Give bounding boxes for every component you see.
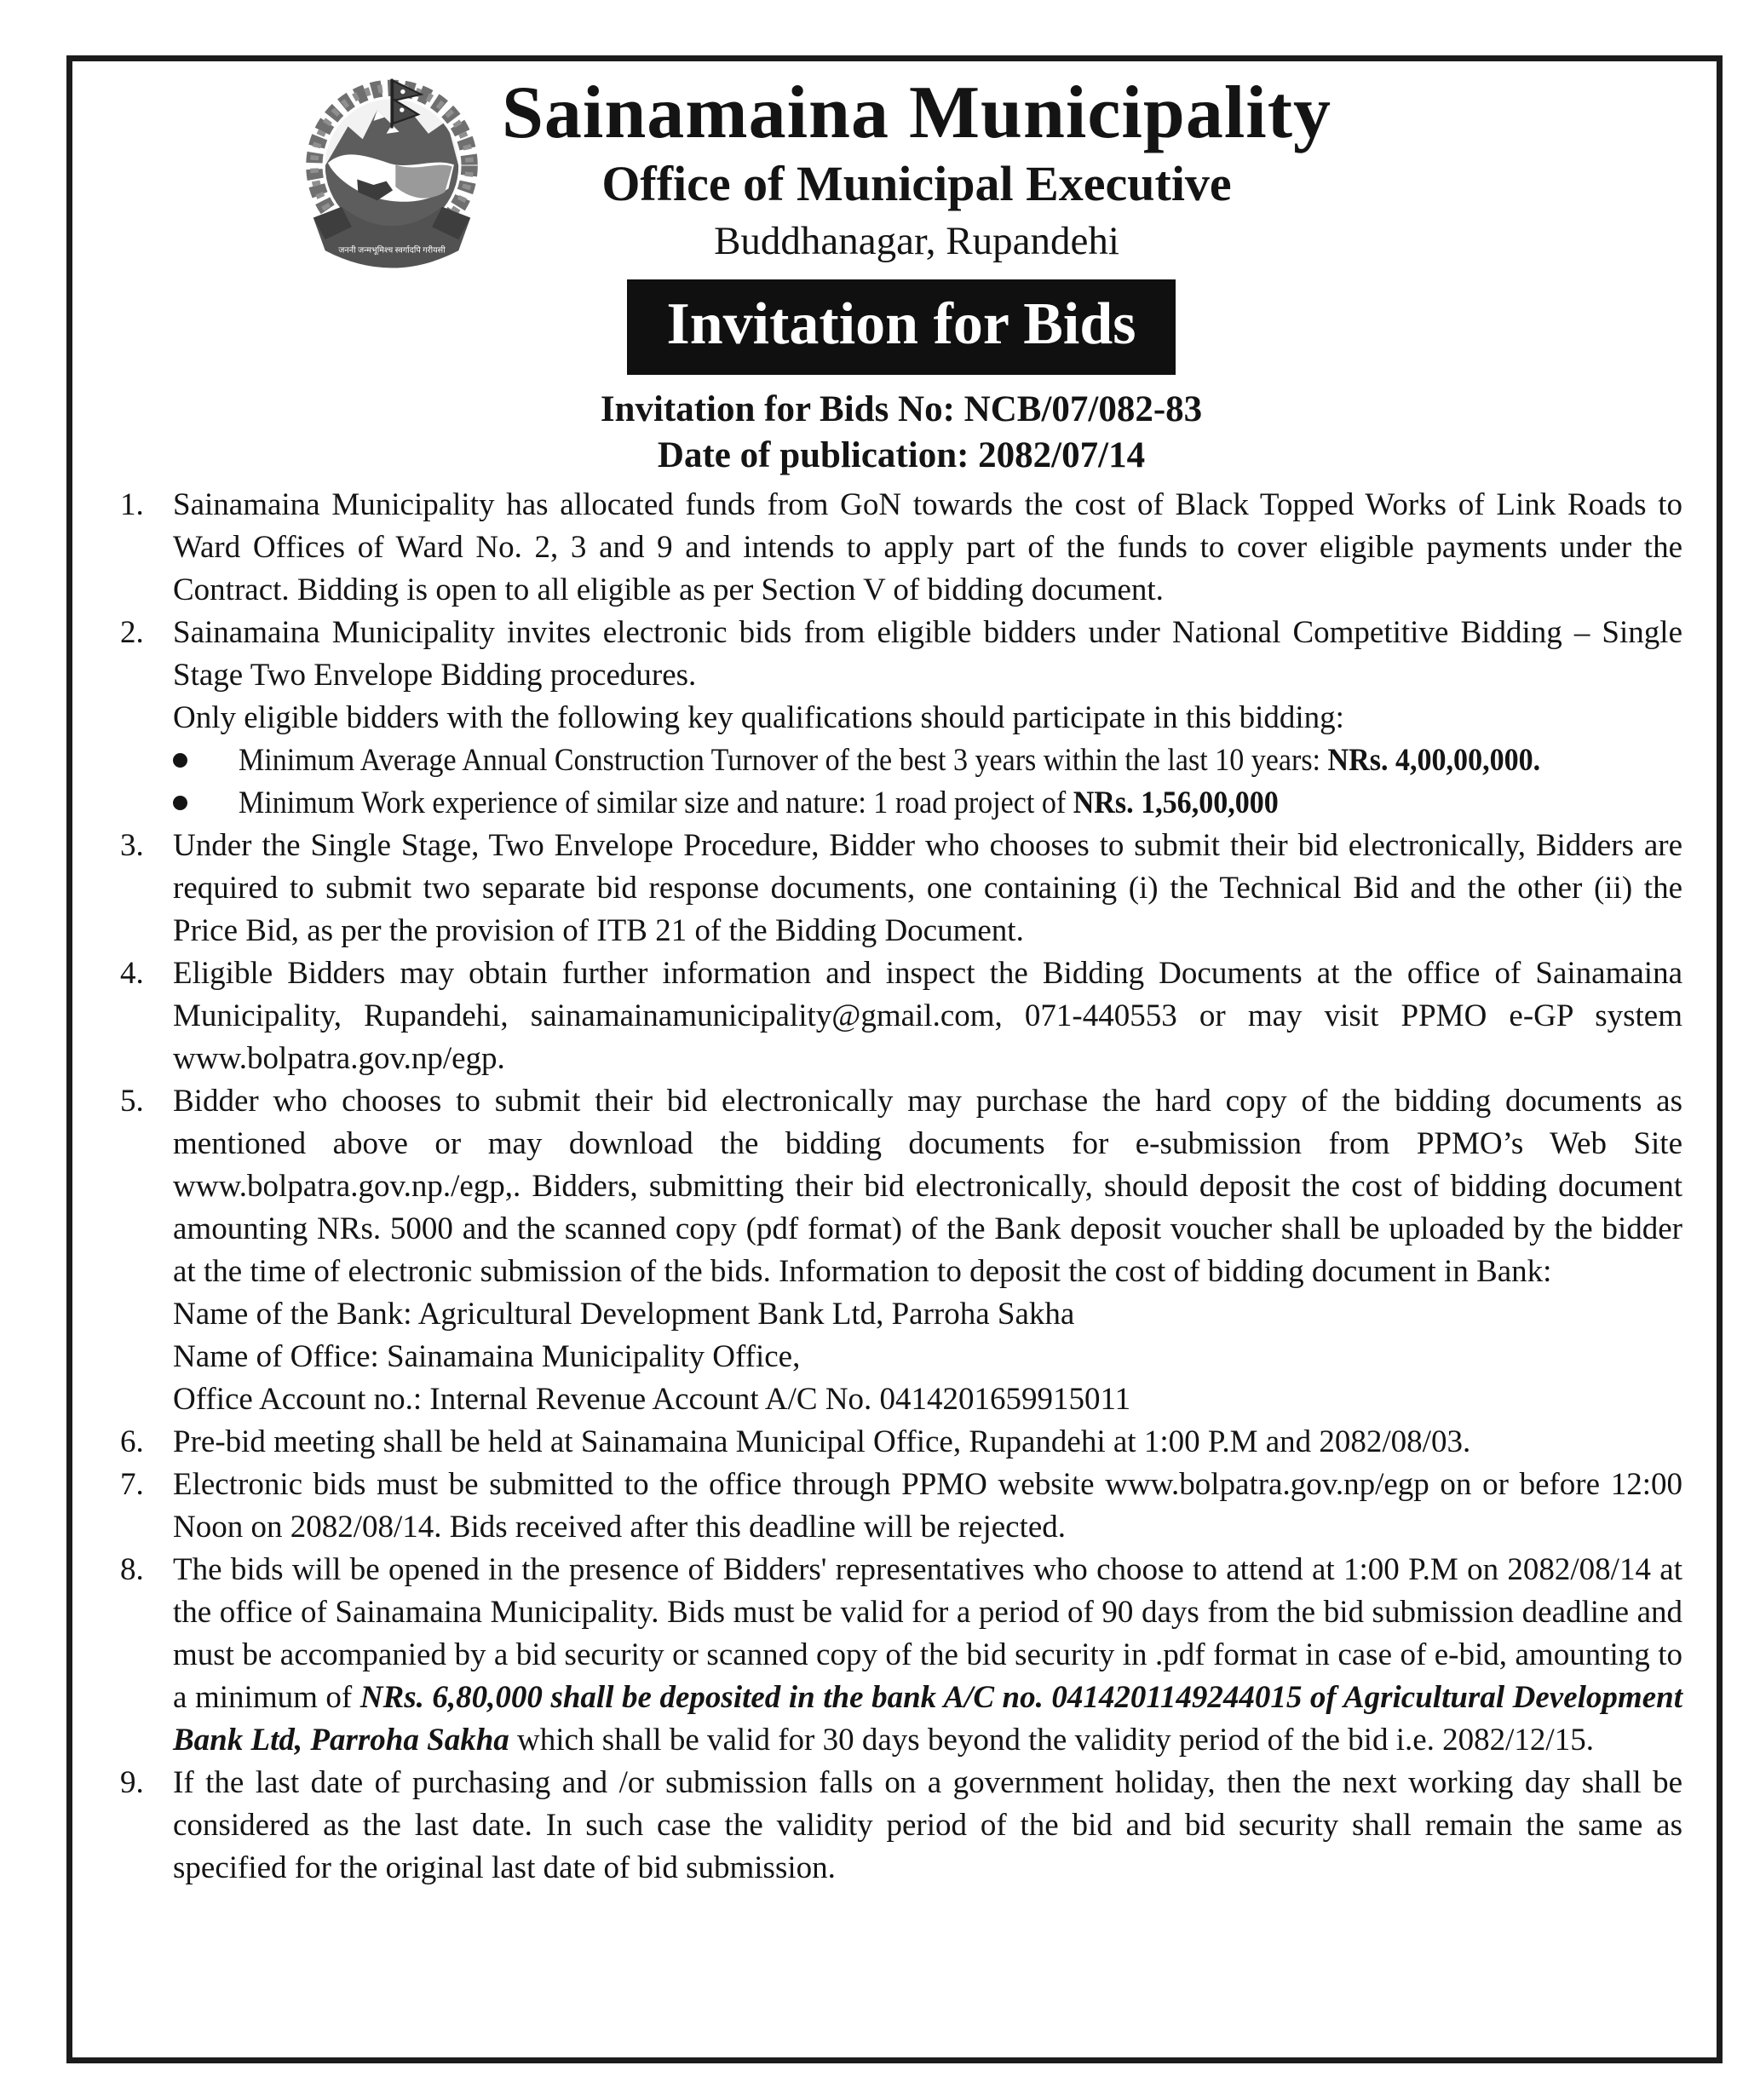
item-text-run: which shall be valid for 30 days beyond the validity period of the bid i.e. 2082/12/15. <box>509 1723 1594 1758</box>
item-text: Electronic bids must be submitted to the office through PPMO website www.bolpatra.gov.np/egp on or before 12:00 Noon on 2082/08/14. Bids received after this deadline will be rejected. <box>173 1467 1682 1545</box>
office-name-line: Name of Office: Sainamaina Municipality Office, <box>173 1339 801 1375</box>
item-text: If the last date of purchasing and /or submission falls on a government holiday, then the next working day shall be considered as the last date. In such case the validity period of the bid and bid security shall remain the same as specified for the original last date of bid submission. <box>173 1765 1682 1886</box>
list-item-7 <box>120 1464 1682 1549</box>
qualification-bullet-1 <box>173 739 1682 782</box>
publication-date-line: Date of publication: 2082/07/14 <box>657 435 1146 476</box>
bullet-text <box>239 739 1540 782</box>
qualification-bullet-2 <box>173 782 1682 825</box>
invitation-banner: Invitation for Bids <box>627 279 1175 375</box>
document-header <box>120 70 1682 266</box>
logo-motto: जननी जन्मभूमिश्च स्वर्गादपि गरीयसी <box>338 245 446 256</box>
bullet-icon <box>173 796 187 810</box>
list-item-8 <box>120 1549 1682 1762</box>
account-number-line: Office Account no.: Internal Revenue Account A/C No. 0414201659915011 <box>173 1382 1131 1418</box>
list-item-5 <box>120 1080 1682 1421</box>
bullet-icon <box>173 753 187 768</box>
bid-security-emphasis: NRs. 6,80,000 shall be deposited in the bank A/C no. 0414201149244015 of Agricultural Development Bank Ltd, Parroha Sakha <box>173 1680 1682 1758</box>
bid-meta <box>120 387 1682 479</box>
item-number: 4. <box>120 956 144 992</box>
item-text-run: The bids will be opened in the presence of Bidders' representatives who choose to attend at 1:00 P.M on 2082/08/14 at the office of Sainamaina Municipality. Bids must be valid for a period of 90 days from the bid submission deadline and must be accompanied by a bid security or scanned copy of the bid security in .pdf format in case of e-bid, amounting to a minimum of <box>173 1552 1682 1716</box>
list-item-2 <box>120 612 1682 825</box>
bid-number-line: Invitation for Bids No: NCB/07/082-83 <box>600 389 1203 430</box>
bullet-text-run: Minimum Average Annual Construction Turnover of the best 3 years within the last 10 years: <box>239 743 1328 779</box>
item-number: 8. <box>120 1552 144 1588</box>
bullet-amount: NRs. 1,56,00,000 <box>1073 785 1279 821</box>
item-text <box>173 1549 1682 1762</box>
office-name: Office of Municipal Executive <box>601 156 1232 212</box>
item-number: 1. <box>120 487 144 523</box>
notice-list <box>120 484 1682 1890</box>
item-text: Bidder who chooses to submit their bid electronically may purchase the hard copy of the bidding documents as mentioned above or may download the bidding documents for e-submission from PPMO’s Web Site www.bolpatra.gov.np./egp,. Bidders, submitting their bid electronically, should deposit the cost of bidding document amounting NRs. 5000 and the scanned copy (pdf format) of the Bank deposit voucher shall be uploaded by the bidder at the time of electronic submission of the bids. Information to deposit the cost of bidding document in Bank: <box>173 1084 1682 1290</box>
nepal-coat-of-arms-icon <box>297 72 486 286</box>
bank-name-line: Name of the Bank: Agricultural Development Bank Ltd, Parroha Sakha <box>173 1297 1075 1332</box>
list-item-9 <box>120 1762 1682 1890</box>
item-number: 9. <box>120 1765 144 1801</box>
bullet-text <box>239 782 1279 825</box>
item-text: Eligible Bidders may obtain further information and inspect the Bidding Documents at the office of Sainamaina Municipality, Rupandehi, sainamainamunicipality@gmail.com, 071-440553 or may visit PPMO e-GP system www.bolpatra.gov.np/egp. <box>173 956 1682 1077</box>
list-item-4 <box>120 952 1682 1080</box>
office-address: Buddhanagar, Rupandehi <box>714 219 1119 264</box>
item-number: 6. <box>120 1424 144 1460</box>
item-text: Sainamaina Municipality invites electronic bids from eligible bidders under National Competitive Bidding – Single Stage Two Envelope Bidding procedures. <box>173 615 1682 693</box>
municipality-name: Sainamaina Municipality <box>501 72 1332 154</box>
list-item-6 <box>120 1421 1682 1464</box>
item-text: Sainamaina Municipality has allocated funds from GoN towards the cost of Black Topped Works of Link Roads to Ward Offices of Ward No. 2, 3 and 9 and intends to apply part of the funds to cover eligible payments under the Contract. Bidding is open to all eligible as per Section V of bidding document. <box>173 487 1682 608</box>
item-number: 7. <box>120 1467 144 1503</box>
item-text: Pre-bid meeting shall be held at Sainamaina Municipal Office, Rupandehi at 1:00 P.M and 2082/08/03. <box>173 1424 1471 1460</box>
item-note: Only eligible bidders with the following key qualifications should participate in this bidding: <box>173 700 1344 736</box>
list-item-3 <box>120 825 1682 952</box>
bullet-text-run: Minimum Work experience of similar size and nature: 1 road project of <box>239 785 1073 821</box>
banner-row <box>120 279 1682 375</box>
item-text: Under the Single Stage, Two Envelope Procedure, Bidder who chooses to submit their bid electronically, Bidders are required to submit two separate bid response documents, one containing (i) the Technical Bid and the other (ii) the Price Bid, as per the provision of ITB 21 of the Bidding Document. <box>173 828 1682 949</box>
document-border <box>66 55 1723 2063</box>
item-number: 2. <box>120 615 144 651</box>
item-number: 5. <box>120 1084 144 1119</box>
municipality-logo <box>297 72 486 286</box>
list-item-1 <box>120 484 1682 612</box>
bullet-amount: NRs. 4,00,00,000. <box>1327 743 1541 779</box>
item-number: 3. <box>120 828 144 864</box>
